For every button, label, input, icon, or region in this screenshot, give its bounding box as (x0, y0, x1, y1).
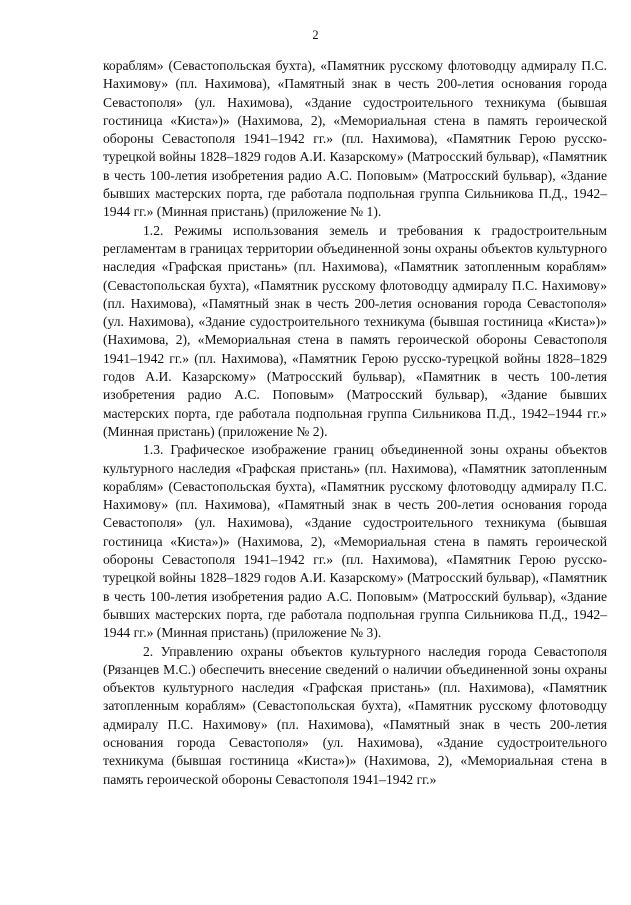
document-body (103, 57, 607, 789)
paragraph-2: 2. Управлению охраны объектов культурного наследия города Севастополя (Рязанцев М.С.) обеспечить внесение сведений о наличии объединенной зоны охраны объектов культурного наследия «Графская пристань» (пл. Нахимова), «Памятник затопленным кораблям» (Севастопольская бухта), «Памятник русскому флотоводцу адмиралу П.С. Нахимову» (пл. Нахимова), «Памятный знак в честь 200-летия основания города Севастополя» (ул. Нахимова), «Здание судостроительного техникума (бывшая гостиница «Киста»)» (Нахимова, 2), «Мемориальная стена в память героической обороны Севастополя 1941–1942 гг.» (103, 643, 607, 787)
page-number: 2 (312, 28, 319, 42)
paragraph-1-3: 1.3. Графическое изображение границ объединенной зоны охраны объектов культурного наследия «Графская пристань» (пл. Нахимова), «Памятник затопленным кораблям» (Севастопольская бухта), «Памятник русскому флотоводцу адмиралу П.С. Нахимову» (пл. Нахимова), «Памятный знак в честь 200-летия основания города Севастополя» (ул. Нахимова), «Здание судостроительного техникума (бывшая гостиница «Киста»)» (Нахимова, 2), «Мемориальная стена в память героической обороны Севастополя 1941–1942 гг.» (пл. Нахимова), «Памятник Герою русско-турецкой войны 1828–1829 годов А.И. Казарскому» (Матросский бульвар), «Памятник в честь 100-летия изобретения радио А.С. Поповым» (Матросский бульвар), «Здание бывших мастерских порта, где работала подпольная группа Сильникова П.Д., 1942–1944 гг.» (Минная пристань) (приложение № 3). (103, 442, 607, 641)
paragraph-1-2: 1.2. Режимы использования земель и требования к градостроительным регламентам в границах территории объединенной зоны охраны объектов культурного наследия «Графская пристань» (пл. Нахимова), «Памятник затопленным кораблям» (Севастопольская бухта), «Памятник русскому флотоводцу адмиралу П.С. Нахимову» (пл. Нахимова), «Памятный знак в честь 200-летия основания города Севастополя» (ул. Нахимова), «Здание судостроительного техникума (бывшая гостиница «Киста»)» (Нахимова, 2), «Мемориальная стена в память героической обороны Севастополя 1941–1942 гг.» (пл. Нахимова), «Памятник Герою русско-турецкой войны 1828–1829 годов А.И. Казарскому» (Матросский бульвар), «Памятник в честь 100-летия изобретения радио А.С. Поповым» (Матросский бульвар), «Здание бывших мастерских порта, где работала подпольная группа Сильникова П.Д., 1942–1944 гг.» (Минная пристань) (приложение № 2). (103, 222, 607, 439)
paragraph-continuation: кораблям» (Севастопольская бухта), «Памятник русскому флотоводцу адмиралу П.С. Нахимову» (пл. Нахимова), «Памятный знак в честь 200-летия основания города Севастополя» (ул. Нахимова), «Здание судостроительного техникума (бывшая гостиница «Киста»)» (Нахимова, 2), «Мемориальная стена в память героической обороны Севастополя 1941–1942 гг.» (пл. Нахимова), «Памятник Герою русско-турецкой войны 1828–1829 годов А.И. Казарскому» (Матросский бульвар), «Памятник в честь 100-летия изобретения радио А.С. Поповым» (Матросский бульвар), «Здание бывших мастерских порта, где работала подпольная группа Сильникова П.Д., 1942–1944 гг.» (Минная пристань) (приложение № 1). (103, 58, 607, 220)
